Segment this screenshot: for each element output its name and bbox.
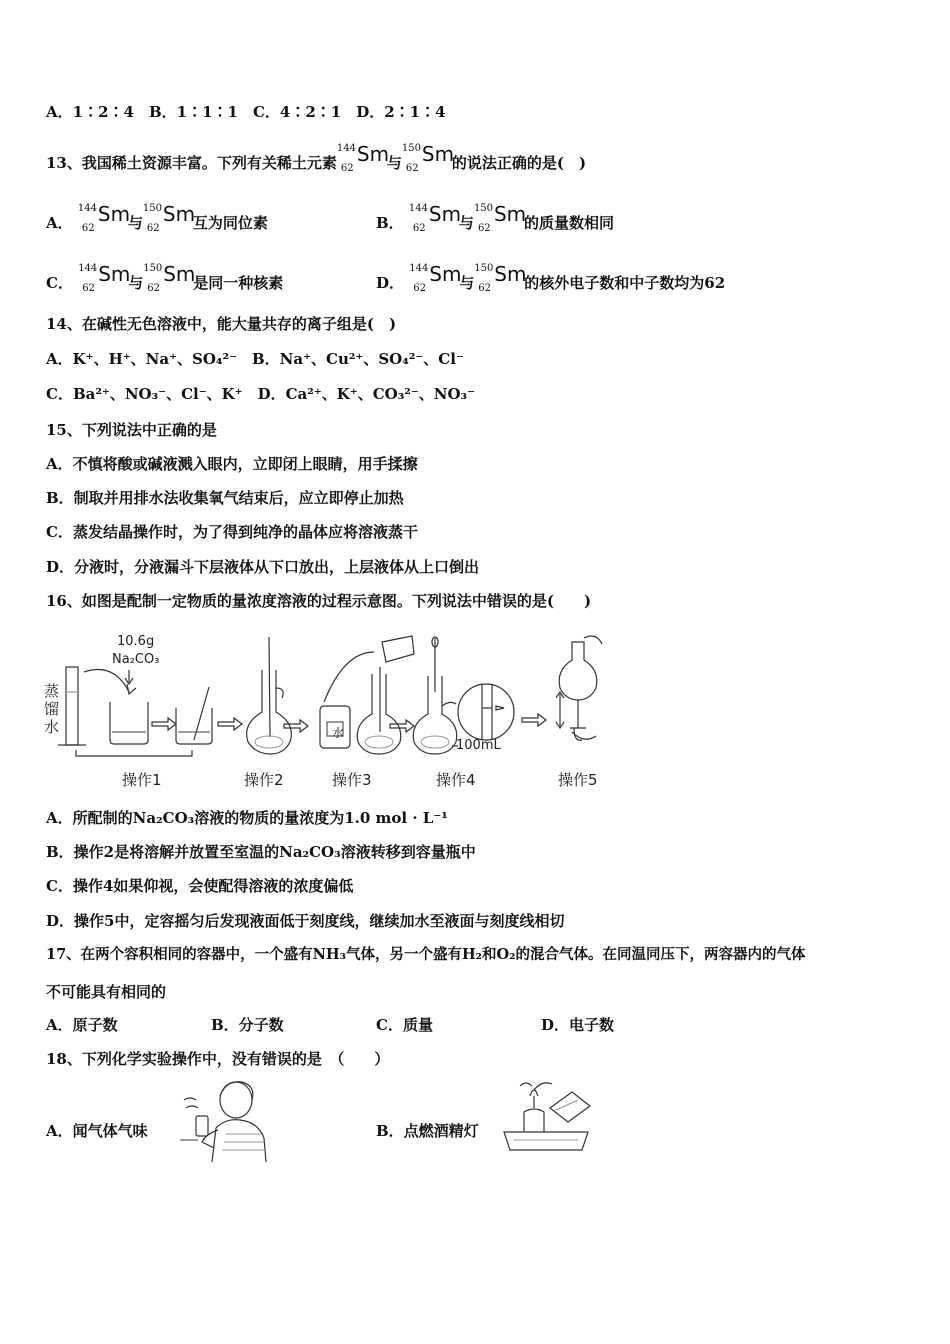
q17-stem-line2: 不可能具有相同的 bbox=[46, 983, 167, 1001]
mass-number: 150 bbox=[142, 203, 162, 214]
op-label-5: 操作5 bbox=[558, 771, 598, 789]
nuclide-sm144 bbox=[336, 142, 390, 176]
conj: 与 bbox=[459, 274, 475, 292]
atomic-number: 62 bbox=[412, 223, 426, 234]
glass-rod-2 bbox=[269, 637, 270, 737]
alcohol-lamp-icon bbox=[494, 1080, 598, 1162]
conj: 与 bbox=[128, 274, 144, 292]
q13-stem bbox=[46, 142, 587, 176]
q15-stem: 15、下列说法中正确的是 bbox=[46, 421, 217, 439]
conj: 与 bbox=[127, 214, 143, 232]
mass-number: 150 bbox=[401, 143, 421, 154]
option-label: D． bbox=[376, 274, 405, 292]
option-text: 是同一种核素 bbox=[193, 274, 284, 292]
q15-option-b[interactable]: B．制取并用排水法收集氧气结束后，应立即停止加热 bbox=[46, 489, 404, 507]
atomic-number: 62 bbox=[405, 163, 419, 174]
option-text: 的质量数相同 bbox=[523, 214, 614, 232]
q18-stem: 18、下列化学实验操作中，没有错误的是 （ ） bbox=[46, 1050, 390, 1068]
q16-option-a[interactable]: A．所配制的Na₂CO₃溶液的物质的量浓度为1.0 mol · L⁻¹ bbox=[46, 809, 448, 827]
op-label-1: 操作1 bbox=[122, 771, 162, 789]
conj: 与 bbox=[458, 214, 474, 232]
mass-number: 150 bbox=[473, 203, 494, 214]
q13-option-a[interactable] bbox=[46, 202, 268, 236]
q15-option-c[interactable]: C．蒸发结晶操作时，为了得到纯净的晶体应将溶液蒸干 bbox=[46, 523, 418, 541]
nuclide-sm144 bbox=[78, 262, 131, 296]
water-label: 蒸馏水 bbox=[44, 682, 60, 736]
q14-options-cd[interactable]: C．Ba²⁺、NO₃⁻、Cl⁻、K⁺ D．Ca²⁺、K⁺、CO₃²⁻、NO₃⁻ bbox=[46, 385, 476, 403]
beaker-pouring bbox=[382, 636, 414, 662]
option-label: C． bbox=[46, 274, 73, 292]
element-symbol: Sm bbox=[421, 142, 455, 166]
volumetric-flask-3 bbox=[357, 674, 400, 754]
atomic-number: 62 bbox=[146, 223, 160, 234]
atomic-number: 62 bbox=[82, 283, 95, 294]
q14-stem: 14、在碱性无色溶液中，能大量共存的离子组是( ) bbox=[46, 315, 397, 333]
atomic-number: 62 bbox=[477, 223, 491, 234]
solution-prep-figure bbox=[44, 632, 624, 797]
atomic-number: 62 bbox=[478, 283, 491, 294]
op-label-4: 操作4 bbox=[436, 771, 476, 789]
mass-number: 150 bbox=[474, 263, 494, 274]
nuclide-sm144 bbox=[408, 202, 462, 236]
q13-option-d[interactable] bbox=[376, 262, 726, 296]
atomic-number: 62 bbox=[147, 283, 160, 294]
q13-option-b[interactable] bbox=[376, 202, 614, 236]
element-symbol: Sm bbox=[428, 202, 462, 226]
q15-option-a[interactable]: A．不慎将酸或碱液溅入眼内，立即闭上眼睛，用手揉擦 bbox=[46, 455, 418, 473]
option-label: B． bbox=[376, 214, 404, 232]
volume-label: 100mL bbox=[456, 738, 501, 753]
nuclide-sm150 bbox=[142, 202, 196, 236]
element-symbol: Sm bbox=[97, 202, 131, 226]
q13-option-c[interactable] bbox=[46, 262, 284, 296]
element-symbol: Sm bbox=[493, 202, 527, 226]
nuclide-sm150 bbox=[473, 202, 527, 236]
nuclide-sm150 bbox=[401, 142, 455, 176]
nuclide-sm144 bbox=[409, 262, 462, 296]
element-symbol: Sm bbox=[163, 262, 196, 286]
person-smelling-icon bbox=[176, 1078, 276, 1162]
bottle-label: 水 bbox=[332, 726, 345, 740]
element-symbol: Sm bbox=[356, 142, 390, 166]
element-symbol: Sm bbox=[98, 262, 131, 286]
q13-prefix: 13、我国稀土资源丰富。下列有关稀土元素 bbox=[46, 154, 337, 172]
q16-option-b[interactable]: B．操作2是将溶解并放置至室温的Na₂CO₃溶液转移到容量瓶中 bbox=[46, 843, 476, 861]
reagent-label: Na₂CO₃ bbox=[112, 652, 160, 667]
beaker-1 bbox=[110, 702, 148, 744]
q17-stem-line1: 17、在两个容积相同的容器中，一个盛有NH₃气体，另一个盛有H₂和O₂的混合气体。在同温同压下，两容器内的气体 bbox=[46, 946, 806, 963]
mass-number: 144 bbox=[409, 263, 429, 274]
hand-top bbox=[584, 636, 602, 644]
mass-number: 144 bbox=[408, 203, 429, 214]
q18-option-b[interactable]: B．点燃酒精灯 bbox=[376, 1122, 479, 1140]
atomic-number: 62 bbox=[413, 283, 426, 294]
q18-option-a[interactable]: A．闻气体气味 bbox=[46, 1122, 148, 1140]
mass-number: 144 bbox=[77, 203, 97, 214]
nuclide-sm150 bbox=[474, 262, 527, 296]
q17-option-c[interactable]: C．质量 bbox=[376, 1016, 433, 1034]
graduated-cylinder bbox=[66, 667, 78, 745]
q13-suffix: 的说法正确的是( ) bbox=[451, 154, 587, 172]
q16-option-c[interactable]: C．操作4如果仰视，会使配得溶液的浓度偏低 bbox=[46, 877, 354, 895]
q14-options-ab[interactable]: A．K⁺、H⁺、Na⁺、SO₄²⁻ B．Na⁺、Cu²⁺、SO₄²⁻、Cl⁻ bbox=[46, 350, 464, 368]
element-symbol: Sm bbox=[429, 262, 462, 286]
atomic-number: 62 bbox=[81, 223, 95, 234]
mass-number: 144 bbox=[336, 143, 356, 154]
smelling-gas-illustration bbox=[176, 1078, 276, 1162]
q15-option-d[interactable]: D．分液时，分液漏斗下层液体从下口放出，上层液体从上口倒出 bbox=[46, 558, 480, 576]
conj: 与 bbox=[386, 154, 402, 172]
inverted-flask bbox=[559, 642, 597, 700]
element-symbol: Sm bbox=[494, 262, 527, 286]
element-symbol: Sm bbox=[162, 202, 196, 226]
option-text: 的核外电子数和中子数均为62 bbox=[524, 274, 726, 292]
mass-number: 144 bbox=[78, 263, 98, 274]
mass-number: 150 bbox=[143, 263, 163, 274]
atomic-number: 62 bbox=[340, 163, 354, 174]
magnifier-view bbox=[458, 684, 514, 740]
mass-label: 10.6g bbox=[117, 634, 155, 649]
lighting-lamp-illustration bbox=[494, 1080, 598, 1162]
option-text: 互为同位素 bbox=[192, 214, 268, 232]
pour-arrow bbox=[84, 670, 129, 693]
q17-option-d[interactable]: D．电子数 bbox=[541, 1016, 615, 1034]
option-label: A． bbox=[46, 214, 73, 232]
q12-options: A．1∶2∶4 B．1∶1∶1 C．4∶2∶1 D．2∶1∶4 bbox=[46, 103, 446, 121]
nuclide-sm150 bbox=[143, 262, 196, 296]
op-label-2: 操作2 bbox=[244, 771, 284, 789]
op-label-3: 操作3 bbox=[332, 771, 372, 789]
q17-option-b[interactable]: B．分子数 bbox=[211, 1016, 284, 1034]
q17-option-a[interactable]: A．原子数 bbox=[46, 1016, 118, 1034]
q16-stem: 16、如图是配制一定物质的量浓度溶液的过程示意图。下列说法中错误的是( ) bbox=[46, 592, 592, 610]
q16-option-d[interactable]: D．操作5中，定容摇匀后发现液面低于刻度线，继续加水至液面与刻度线相切 bbox=[46, 912, 565, 930]
nuclide-sm144 bbox=[77, 202, 131, 236]
